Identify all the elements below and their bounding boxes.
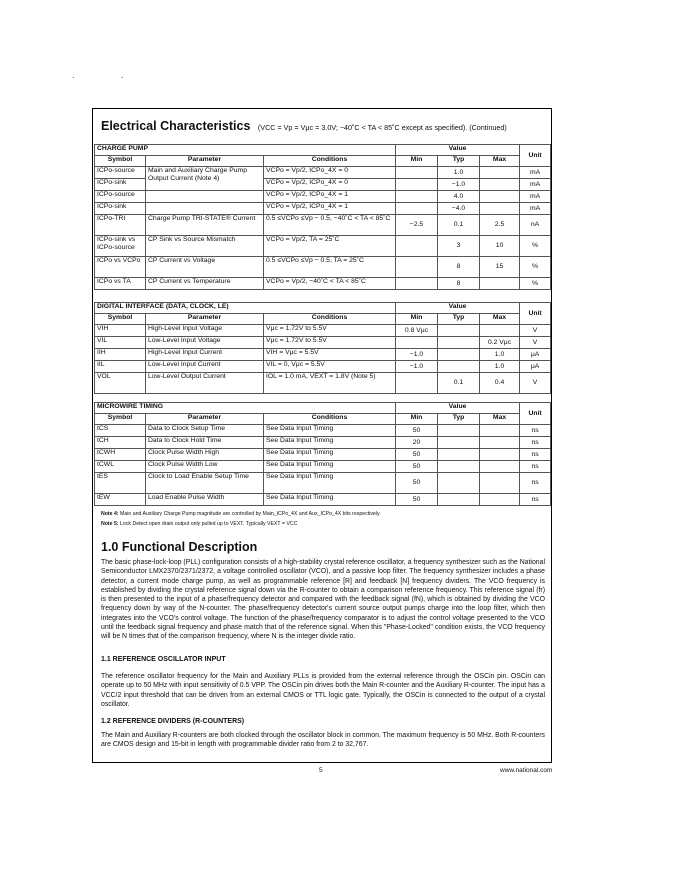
table-row bbox=[95, 361, 551, 373]
title-conditions: (VCC = Vp = Vμc = 3.0V; −40˚C < TA < 85˚C except as specified). (Continued) bbox=[257, 123, 507, 132]
conditions-cell: IOL = 1.0 mA, VEXT = 1.8V (Note 5) bbox=[264, 373, 396, 394]
section-title: CHARGE PUMP bbox=[95, 145, 396, 156]
min-cell: −2.5 bbox=[396, 215, 438, 236]
max-cell bbox=[480, 167, 520, 179]
table-row bbox=[95, 203, 551, 215]
parameter-cell: Low-Level Input Current bbox=[146, 361, 264, 373]
subsection-heading: 1.2 REFERENCE DIVIDERS (R-COUNTERS) bbox=[101, 718, 245, 725]
conditions-cell: Vμc = 1.72V to 5.5V bbox=[264, 337, 396, 349]
parameter-cell: Clock to Load Enable Setup Time bbox=[146, 473, 264, 494]
charge-pump-table bbox=[94, 144, 551, 290]
table-row bbox=[95, 215, 551, 236]
conditions-cell: See Data Input Timing bbox=[264, 425, 396, 437]
conditions-cell: Vμc = 1.72V to 5.5V bbox=[264, 325, 396, 337]
max-cell bbox=[480, 325, 520, 337]
symbol-cell: IIH bbox=[95, 349, 146, 361]
min-cell bbox=[396, 167, 438, 179]
max-header: Max bbox=[480, 314, 520, 325]
min-cell bbox=[396, 191, 438, 203]
conditions-header: Conditions bbox=[264, 414, 396, 425]
symbol-cell: VOL bbox=[95, 373, 146, 394]
typ-cell: 8 bbox=[438, 257, 480, 278]
symbol-cell: ICPo vs TA bbox=[95, 278, 146, 290]
max-cell: 15 bbox=[480, 257, 520, 278]
min-header: Min bbox=[396, 156, 438, 167]
parameter-cell: CP Current vs Voltage bbox=[146, 257, 264, 278]
parameter-cell: Charge Pump TRI-STATE® Current bbox=[146, 215, 264, 236]
typ-cell bbox=[438, 473, 480, 494]
table-row bbox=[95, 278, 551, 290]
min-cell bbox=[396, 179, 438, 191]
min-cell bbox=[396, 257, 438, 278]
unit-cell: % bbox=[520, 257, 551, 278]
table-row bbox=[95, 257, 551, 278]
conditions-cell: See Data Input Timing bbox=[264, 437, 396, 449]
typ-header: Typ bbox=[438, 156, 480, 167]
typ-cell: 1.0 bbox=[438, 167, 480, 179]
symbol-cell: ICPo vs VCPo bbox=[95, 257, 146, 278]
typ-cell: 3 bbox=[438, 236, 480, 257]
unit-header: Unit bbox=[520, 145, 551, 167]
typ-header: Typ bbox=[438, 414, 480, 425]
typ-cell: −1.0 bbox=[438, 179, 480, 191]
max-header: Max bbox=[480, 156, 520, 167]
min-header: Min bbox=[396, 314, 438, 325]
conditions-cell: VCPo = Vp/2, ICPo_4X = 0 bbox=[264, 167, 396, 179]
typ-cell bbox=[438, 461, 480, 473]
conditions-cell: See Data Input Timing bbox=[264, 461, 396, 473]
min-cell: 50 bbox=[396, 473, 438, 494]
typ-cell: 0.1 bbox=[438, 215, 480, 236]
typ-cell bbox=[438, 337, 480, 349]
symbol-cell: ICPo-sink bbox=[95, 179, 146, 191]
unit-cell: ns bbox=[520, 473, 551, 494]
parameter-cell: Low-Level Input Voltage bbox=[146, 337, 264, 349]
value-header: Value bbox=[396, 403, 520, 414]
conditions-cell: See Data Input Timing bbox=[264, 449, 396, 461]
unit-header: Unit bbox=[520, 403, 551, 425]
min-cell bbox=[396, 337, 438, 349]
parameter-cell: Load Enable Pulse Width bbox=[146, 494, 264, 506]
value-header: Value bbox=[396, 145, 520, 156]
min-cell bbox=[396, 278, 438, 290]
parameter-cell: CP Current vs Temperature bbox=[146, 278, 264, 290]
typ-cell bbox=[438, 349, 480, 361]
unit-cell: ns bbox=[520, 461, 551, 473]
typ-cell bbox=[438, 361, 480, 373]
min-cell: 50 bbox=[396, 425, 438, 437]
conditions-header: Conditions bbox=[264, 314, 396, 325]
symbol-header: Symbol bbox=[95, 414, 146, 425]
parameter-header: Parameter bbox=[146, 156, 264, 167]
unit-cell: mA bbox=[520, 203, 551, 215]
parameter-cell: CP Sink vs Source Mismatch bbox=[146, 236, 264, 257]
subsection-heading: 1.1 REFERENCE OSCILLATOR INPUT bbox=[101, 656, 226, 663]
digital-interface-table bbox=[94, 302, 551, 394]
max-cell: 1.0 bbox=[480, 349, 520, 361]
table-row bbox=[95, 325, 551, 337]
max-cell: 2.5 bbox=[480, 215, 520, 236]
max-cell: 0.4 bbox=[480, 373, 520, 394]
unit-cell: V bbox=[520, 337, 551, 349]
table-row bbox=[95, 349, 551, 361]
value-header: Value bbox=[396, 303, 520, 314]
parameter-cell: Main and Auxiliary Charge Pump Output Current (Note 4) bbox=[146, 167, 264, 191]
paragraph: The reference oscillator frequency for the Main and Auxiliary PLLs is provided from the external reference through the OSCin pin. OSCin can operate up to 50 MHz with input sensitivity of 0.5 VPP. The OSCin pin drives both the Main R-counter and the Auxiliary R-counter. The input has a VCC/2 input threshold that can be driven from an external CMOS or TTL logic gate. Typically, the OSCin is connected to the output of a crystal oscillator. bbox=[101, 673, 545, 708]
note-label: Note 5: bbox=[101, 521, 119, 527]
unit-cell: V bbox=[520, 373, 551, 394]
symbol-cell: tCH bbox=[95, 437, 146, 449]
symbol-cell: tCWH bbox=[95, 449, 146, 461]
max-cell: 0.2 Vμc bbox=[480, 337, 520, 349]
typ-cell bbox=[438, 425, 480, 437]
intro-paragraph: The basic phase-lock-loop (PLL) configuration consists of a high-stability crystal reference oscillator, a frequency synthesizer such as the National Semiconductor LMX2370/2371/2372, a voltage controlled oscillator (VCO), and a passive loop filter. The frequency synthesizer includes a phase detector, a current mode charge pump, as well as programmable reference [R] and feedback [N] frequency dividers. The VCO frequency is established by dividing the crystal reference signal down via the R-counter to obtain a comparison reference frequency. This reference signal (fr) is then presented to the input of a phase/frequency detector and compared with the feedback signal (fN), which is obtained by dividing the VCO frequency down by way of the N-counter. The phase/frequency detector's current source output pumps charge into the loop filter, which then integrates into the VCO's control voltage. The function of the phase/frequency comparator is to adjust the control voltage presented to the VCO until the feedback signal frequency and phase match that of the reference signal. When this "Phase-Locked" condition exists, the VCO frequency will be N times that of the comparison frequency, where N is the integer divide ratio. bbox=[101, 559, 545, 641]
parameter-cell: Low-Level Output Current bbox=[146, 373, 264, 394]
symbol-cell: ICPo-sink vs ICPo-source bbox=[95, 236, 146, 257]
typ-cell bbox=[438, 325, 480, 337]
parameter-cell: High-Level Input Voltage bbox=[146, 325, 264, 337]
note-label: Note 4: bbox=[101, 511, 119, 517]
unit-cell: ns bbox=[520, 425, 551, 437]
table-row bbox=[95, 437, 551, 449]
min-cell: 0.8 Vμc bbox=[396, 325, 438, 337]
max-cell bbox=[480, 203, 520, 215]
parameter-cell bbox=[146, 191, 264, 203]
min-cell: −1.0 bbox=[396, 361, 438, 373]
typ-cell: 4.0 bbox=[438, 191, 480, 203]
max-cell: 1.0 bbox=[480, 361, 520, 373]
unit-cell: mA bbox=[520, 191, 551, 203]
unit-cell: nA bbox=[520, 215, 551, 236]
max-cell bbox=[480, 278, 520, 290]
paragraph: The Main and Auxiliary R-counters are both clocked through the oscillator block in common. The maximum frequency is 50 MHz. Both R-counters are CMOS design and 15-bit in length with programmable divider ratio from 2 to 32,767. bbox=[101, 732, 545, 749]
min-cell: 50 bbox=[396, 461, 438, 473]
conditions-cell: VCPo = Vp/2, ICPo_4X = 1 bbox=[264, 191, 396, 203]
table-row bbox=[95, 373, 551, 394]
table-row bbox=[95, 461, 551, 473]
unit-cell: mA bbox=[520, 179, 551, 191]
symbol-cell: tCS bbox=[95, 425, 146, 437]
max-cell bbox=[480, 461, 520, 473]
symbol-cell: tES bbox=[95, 473, 146, 494]
max-cell bbox=[480, 179, 520, 191]
min-cell: 50 bbox=[396, 494, 438, 506]
table-row bbox=[95, 167, 551, 179]
unit-cell: V bbox=[520, 325, 551, 337]
footer-url: www.national.com bbox=[500, 767, 553, 774]
parameter-cell: Clock Pulse Width Low bbox=[146, 461, 264, 473]
conditions-cell: VIL = 0, Vμc = 5.5V bbox=[264, 361, 396, 373]
symbol-cell: ICPo-source bbox=[95, 167, 146, 179]
page-title bbox=[101, 119, 507, 133]
typ-cell: 0.1 bbox=[438, 373, 480, 394]
symbol-cell: ICPo-source bbox=[95, 191, 146, 203]
section-title: DIGITAL INTERFACE (DATA, CLOCK, LE) bbox=[95, 303, 396, 314]
table-row bbox=[95, 494, 551, 506]
note-5 bbox=[101, 521, 297, 527]
min-header: Min bbox=[396, 414, 438, 425]
table-row bbox=[95, 236, 551, 257]
table-row bbox=[95, 191, 551, 203]
symbol-header: Symbol bbox=[95, 314, 146, 325]
typ-cell bbox=[438, 449, 480, 461]
table-row bbox=[95, 473, 551, 494]
max-header: Max bbox=[480, 414, 520, 425]
unit-cell: mA bbox=[520, 167, 551, 179]
typ-header: Typ bbox=[438, 314, 480, 325]
max-cell bbox=[480, 473, 520, 494]
unit-header: Unit bbox=[520, 303, 551, 325]
typ-cell: 8 bbox=[438, 278, 480, 290]
symbol-cell: VIH bbox=[95, 325, 146, 337]
min-cell: 20 bbox=[396, 437, 438, 449]
conditions-cell: VIH = Vμc = 5.5V bbox=[264, 349, 396, 361]
min-cell: −1.0 bbox=[396, 349, 438, 361]
max-cell bbox=[480, 425, 520, 437]
unit-cell: μA bbox=[520, 361, 551, 373]
page-number: 5 bbox=[319, 767, 323, 774]
conditions-header: Conditions bbox=[264, 156, 396, 167]
conditions-cell: VCPo = Vp/2, ICPo_4X = 0 bbox=[264, 179, 396, 191]
min-cell bbox=[396, 203, 438, 215]
parameter-cell: Clock Pulse Width High bbox=[146, 449, 264, 461]
conditions-cell: VCPo = Vp/2, TA = 25˚C bbox=[264, 236, 396, 257]
symbol-header: Symbol bbox=[95, 156, 146, 167]
conditions-cell: 0.5 ≤VCPo ≤Vp − 0.5, TA = 25˚C bbox=[264, 257, 396, 278]
unit-cell: ns bbox=[520, 494, 551, 506]
table-row bbox=[95, 425, 551, 437]
microwire-timing-table bbox=[94, 402, 551, 506]
conditions-cell: See Data Input Timing bbox=[264, 494, 396, 506]
parameter-cell bbox=[146, 203, 264, 215]
unit-cell: ns bbox=[520, 437, 551, 449]
note-text: Main and Auxiliary Charge Pump magnitude are controlled by Main_ICPo_4X and Aux_ICPo_4X bits respectively. bbox=[120, 511, 381, 517]
typ-cell bbox=[438, 437, 480, 449]
parameter-header: Parameter bbox=[146, 314, 264, 325]
symbol-cell: VIL bbox=[95, 337, 146, 349]
parameter-cell: Data to Clock Setup Time bbox=[146, 425, 264, 437]
min-cell bbox=[396, 373, 438, 394]
symbol-cell: tEW bbox=[95, 494, 146, 506]
unit-cell: % bbox=[520, 236, 551, 257]
unit-cell: ns bbox=[520, 449, 551, 461]
min-cell: 50 bbox=[396, 449, 438, 461]
unit-cell: μA bbox=[520, 349, 551, 361]
margin-marks: . . bbox=[72, 70, 146, 80]
note-4 bbox=[101, 511, 381, 517]
parameter-cell: Data to Clock Hold Time bbox=[146, 437, 264, 449]
parameter-header: Parameter bbox=[146, 414, 264, 425]
conditions-cell: VCPo = Vp/2, ICPo_4X = 1 bbox=[264, 203, 396, 215]
symbol-cell: ICPo-TRI bbox=[95, 215, 146, 236]
section-heading: 1.0 Functional Description bbox=[101, 540, 258, 554]
note-text: Lock Detect open drain output only pulled up to VEXT. Typically VEXT = VCC bbox=[120, 521, 298, 527]
table-row bbox=[95, 449, 551, 461]
conditions-cell: See Data Input Timing bbox=[264, 473, 396, 494]
symbol-cell: tCWL bbox=[95, 461, 146, 473]
parameter-cell: High-Level Input Current bbox=[146, 349, 264, 361]
max-cell bbox=[480, 191, 520, 203]
max-cell bbox=[480, 449, 520, 461]
max-cell bbox=[480, 494, 520, 506]
max-cell: 10 bbox=[480, 236, 520, 257]
unit-cell: % bbox=[520, 278, 551, 290]
title-text: Electrical Characteristics bbox=[101, 119, 251, 133]
symbol-cell: ICPo-sink bbox=[95, 203, 146, 215]
table-row bbox=[95, 337, 551, 349]
conditions-cell: 0.5 ≤VCPo ≤Vp − 0.5, −40˚C < TA < 85˚C bbox=[264, 215, 396, 236]
symbol-cell: IIL bbox=[95, 361, 146, 373]
section-title: MICROWIRE TIMING bbox=[95, 403, 396, 414]
typ-cell: −4.0 bbox=[438, 203, 480, 215]
typ-cell bbox=[438, 494, 480, 506]
max-cell bbox=[480, 437, 520, 449]
min-cell bbox=[396, 236, 438, 257]
conditions-cell: VCPo = Vp/2, −40˚C < TA < 85˚C bbox=[264, 278, 396, 290]
